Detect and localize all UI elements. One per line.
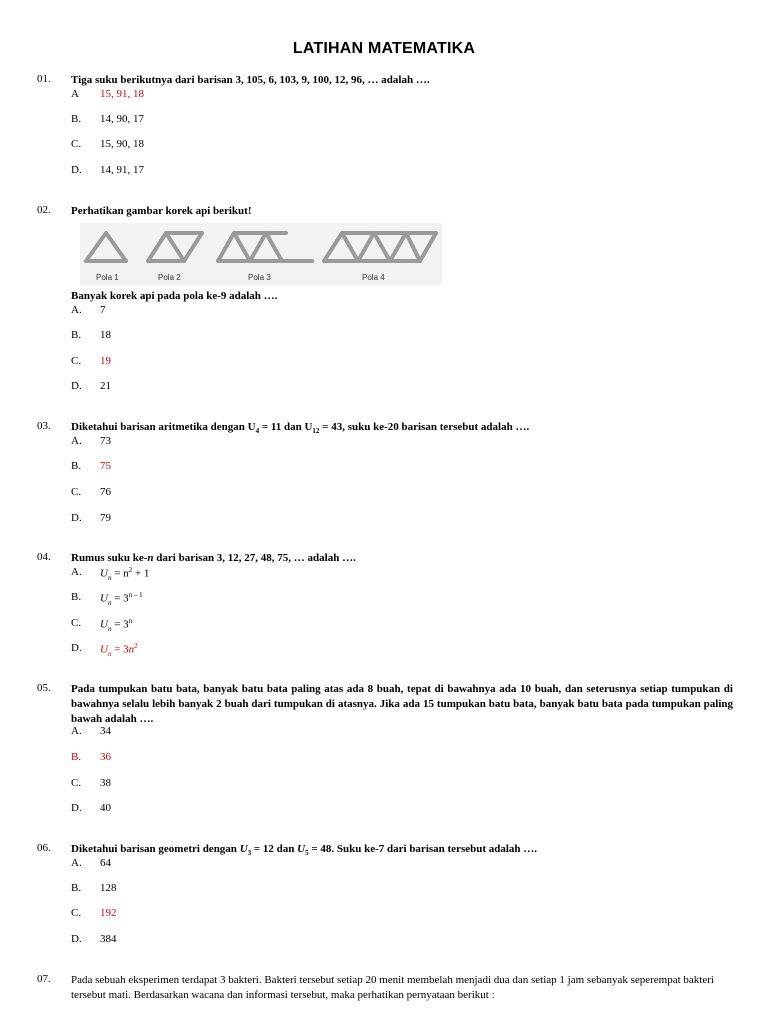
option-label: C. [71, 777, 82, 789]
matchstick-figure [80, 223, 442, 285]
option-value: 34 [100, 725, 111, 737]
pattern-label: Pola 3 [248, 273, 271, 282]
option-value: 192 [100, 907, 117, 919]
option-value: 14, 91, 17 [100, 164, 144, 176]
question-number: 02. [37, 204, 51, 216]
option-label: B. [71, 460, 82, 472]
page-title: LATIHAN MATEMATIKA [292, 40, 476, 57]
option-label: A. [71, 725, 82, 737]
option-value: 128 [100, 882, 117, 894]
option-value: $U_n = 3n^2$ [100, 642, 138, 658]
option-label: B. [71, 591, 82, 603]
question-text: Diketahui barisan aritmetika dengan $U_4 = 11$ dan $U_{12} = 43$, suku ke-20 barisan tersebut adalah …. [71, 421, 530, 436]
option-label: B. [71, 329, 82, 341]
option-label: B. [71, 751, 82, 763]
option-value: 21 [100, 380, 111, 392]
option-value: 79 [100, 512, 111, 524]
option-value: 7 [100, 304, 106, 316]
option-label: B. [71, 113, 82, 125]
option-value: $U_n = 3^{n - 1}$ [100, 591, 143, 607]
option-label: D. [71, 802, 82, 814]
option-value: $U_n = 3^n$ [100, 617, 133, 633]
option-label: D. [71, 164, 82, 176]
option-label: C. [71, 617, 82, 629]
option-label: A. [71, 857, 82, 869]
option-value: 18 [100, 329, 111, 341]
matchstick-patterns [80, 223, 442, 285]
option-label: D. [71, 933, 82, 945]
option-value: 64 [100, 857, 111, 869]
question-text: Pada tumpukan batu bata, banyak batu bata paling atas ada 8 buah, tepat di bawahnya ada 10 buah, dan seterusnya setiap tumpukan di bawahnya selalu lebih banyak 2 buah dari tumpukan di atasnya. Jika ada 15 tumpukan batu bata, banyak batu bata pada tumpukan paling bawah adalah …. [71, 683, 733, 725]
option-value: 14, 90, 17 [100, 113, 144, 125]
option-value: 15, 91, 18 [100, 88, 144, 100]
question-text: Rumus suku ke-n dari barisan 3, 12, 27, 48, 75, … adalah …. [71, 552, 356, 564]
question-text: Diketahui barisan geometri dengan $U_3 = 12$ dan $U_5 = 48$. Suku ke-7 dari barisan tersebut adalah …. [71, 843, 538, 858]
pattern-label: Pola 2 [158, 273, 181, 282]
question-number: 06. [37, 842, 51, 854]
question-number: 05. [37, 682, 51, 694]
pattern-label: Pola 4 [362, 273, 385, 282]
question-text: Tiga suku berikutnya dari barisan 3, 105, 6, 103, 9, 100, 12, 96, … adalah …. [71, 74, 430, 86]
option-value: 384 [100, 933, 117, 945]
option-value: 36 [100, 751, 111, 763]
option-label: A [71, 88, 79, 100]
option-label: D. [71, 380, 82, 392]
option-value: 76 [100, 486, 111, 498]
pattern-label: Pola 1 [96, 273, 119, 282]
question-text: Perhatikan gambar korek api berikut! [71, 205, 252, 217]
question-number: 01. [37, 73, 51, 85]
question-text: Pada sebuah eksperimen terdapat 3 bakteri. Bakteri tersebut setiap 20 menit membelah menjadi dua dan setiap 1 jam sebanyak seperempat bakteri tersebut mati. Berdasarkan wacana dan informasi tersebut, maka perhatikan pernyataan berikut : [71, 974, 714, 1001]
option-label: A. [71, 566, 82, 578]
option-label: C. [71, 907, 82, 919]
option-value: 15, 90, 18 [100, 138, 144, 150]
option-label: C. [71, 138, 82, 150]
option-label: C. [71, 355, 82, 367]
question-number: 04. [37, 551, 51, 563]
question-text-2: Banyak korek api pada pola ke-9 adalah …. [71, 290, 278, 302]
option-label: B. [71, 882, 82, 894]
option-label: A. [71, 304, 82, 316]
option-label: D. [71, 642, 82, 654]
option-value: 38 [100, 777, 111, 789]
option-label: A. [71, 435, 82, 447]
option-label: D. [71, 512, 82, 524]
question-number: 03. [37, 420, 51, 432]
option-value: 19 [100, 355, 111, 367]
option-value: 75 [100, 460, 111, 472]
option-label: C. [71, 486, 82, 498]
question-number: 07. [37, 973, 51, 985]
option-value: $U_n = n^2 + 1$ [100, 566, 150, 582]
option-value: 40 [100, 802, 111, 814]
option-value: 73 [100, 435, 111, 447]
